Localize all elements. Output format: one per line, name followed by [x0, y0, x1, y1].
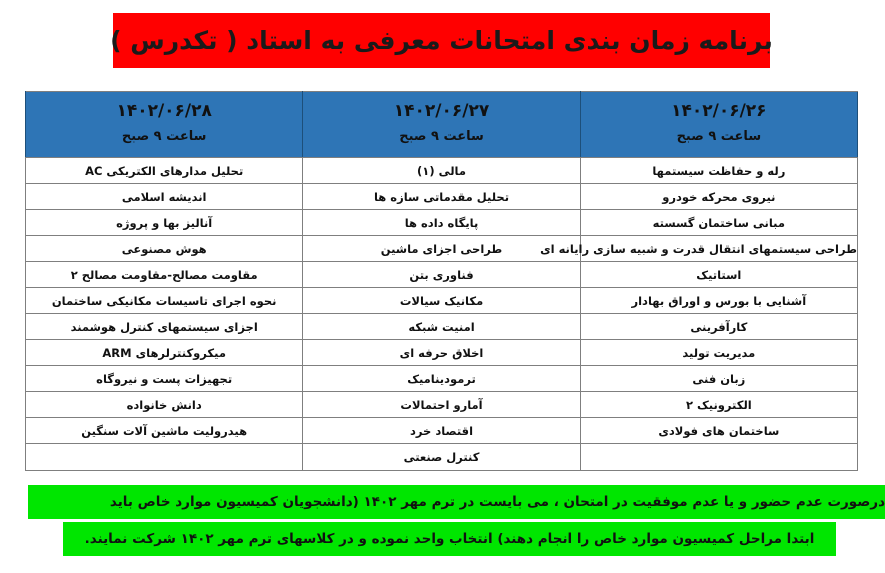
- course-cell: نحوه اجرای تاسیسات مکانیکی ساختمان: [26, 288, 303, 314]
- column-date: ۱۴۰۲/۰۶/۲۷: [393, 101, 490, 121]
- course-cell: مدیریت تولید: [580, 340, 857, 366]
- course-cell: امنیت شبکه: [303, 314, 580, 340]
- course-cell: آمارو احتمالات: [303, 392, 580, 418]
- table-row: [26, 392, 858, 418]
- course-cell: الکترونیک ۲: [580, 392, 857, 418]
- course-cell: طراحی اجزای ماشین: [303, 236, 580, 262]
- table-row: [26, 262, 858, 288]
- page-title: برنامه زمان بندی امتحانات معرفی به استاد ( تکدرس ): [113, 13, 770, 68]
- course-cell: استاتیک: [580, 262, 857, 288]
- column-header-day-1: [580, 92, 857, 158]
- course-cell: کنترل صنعتی: [303, 444, 580, 471]
- course-cell: [580, 444, 857, 471]
- table-row: [26, 314, 858, 340]
- table-header-row: [26, 92, 858, 158]
- table-row: [26, 210, 858, 236]
- course-cell: تحلیل مقدماتی سازه ها: [303, 184, 580, 210]
- course-cell: فناوری بتن: [303, 262, 580, 288]
- notice-line-2: ابتدا مراحل کمیسیون موارد خاص را انجام دهند) انتخاب واحد نموده و در کلاسهای ترم مهر ۱۴۰۲ شرکت نمایند.: [63, 522, 836, 556]
- course-cell: اندیشه اسلامی: [26, 184, 303, 210]
- notice-line-1: درصورت عدم حضور و یا عدم موفقیت در امتحان ، می بایست در ترم مهر ۱۴۰۲ (دانشجویان کمیسیون موارد خاص باید: [28, 485, 885, 519]
- course-cell: هیدرولیت ماشین آلات سنگین: [26, 418, 303, 444]
- course-cell: زبان فنی: [580, 366, 857, 392]
- course-cell: میکروکنترلرهای ARM: [26, 340, 303, 366]
- course-cell: اخلاق حرفه ای: [303, 340, 580, 366]
- table-row: [26, 444, 858, 471]
- course-cell: هوش مصنوعی: [26, 236, 303, 262]
- table-row: [26, 184, 858, 210]
- column-time: ساعت ۹ صبح: [121, 129, 207, 144]
- course-cell: تحلیل مدارهای الکتریکی AC: [26, 158, 303, 184]
- course-cell: آشنایی با بورس و اوراق بهادار: [580, 288, 857, 314]
- course-cell: آنالیز بها و پروژه: [26, 210, 303, 236]
- course-cell: مکانیک سیالات: [303, 288, 580, 314]
- table-row: [26, 418, 858, 444]
- course-cell: رله و حفاظت سیستمها: [580, 158, 857, 184]
- course-cell: طراحی سیستمهای انتقال قدرت و شبیه سازی رایانه ای: [580, 236, 857, 262]
- column-date: ۱۴۰۲/۰۶/۲۶: [671, 101, 767, 121]
- course-cell: ساختمان های فولادی: [580, 418, 857, 444]
- column-time: ساعت ۹ صبح: [399, 129, 484, 144]
- course-cell: اقتصاد خرد: [303, 418, 580, 444]
- course-cell: کارآفرینی: [580, 314, 857, 340]
- table-row: [26, 288, 858, 314]
- course-cell: دانش خانواده: [26, 392, 303, 418]
- course-cell: مبانی ساختمان گسسته: [580, 210, 857, 236]
- column-header-day-3: [26, 92, 303, 158]
- course-cell: پایگاه داده ها: [303, 210, 580, 236]
- table-row: [26, 366, 858, 392]
- course-cell: مالی (۱): [303, 158, 580, 184]
- course-cell: نیروی محرکه خودرو: [580, 184, 857, 210]
- course-cell: مقاومت مصالح-مقاومت مصالح ۲: [26, 262, 303, 288]
- course-cell: اجزای سیستمهای کنترل هوشمند: [26, 314, 303, 340]
- course-cell: تجهیزات پست و نیروگاه: [26, 366, 303, 392]
- course-cell: [26, 444, 303, 471]
- exam-schedule-table: [25, 91, 858, 471]
- column-date: ۱۴۰۲/۰۶/۲۸: [116, 101, 212, 121]
- course-cell: ترمودینامیک: [303, 366, 580, 392]
- table-row: [26, 236, 858, 262]
- column-header-day-2: [303, 92, 580, 158]
- table-row: [26, 158, 858, 184]
- table-row: [26, 340, 858, 366]
- column-time: ساعت ۹ صبح: [676, 129, 762, 144]
